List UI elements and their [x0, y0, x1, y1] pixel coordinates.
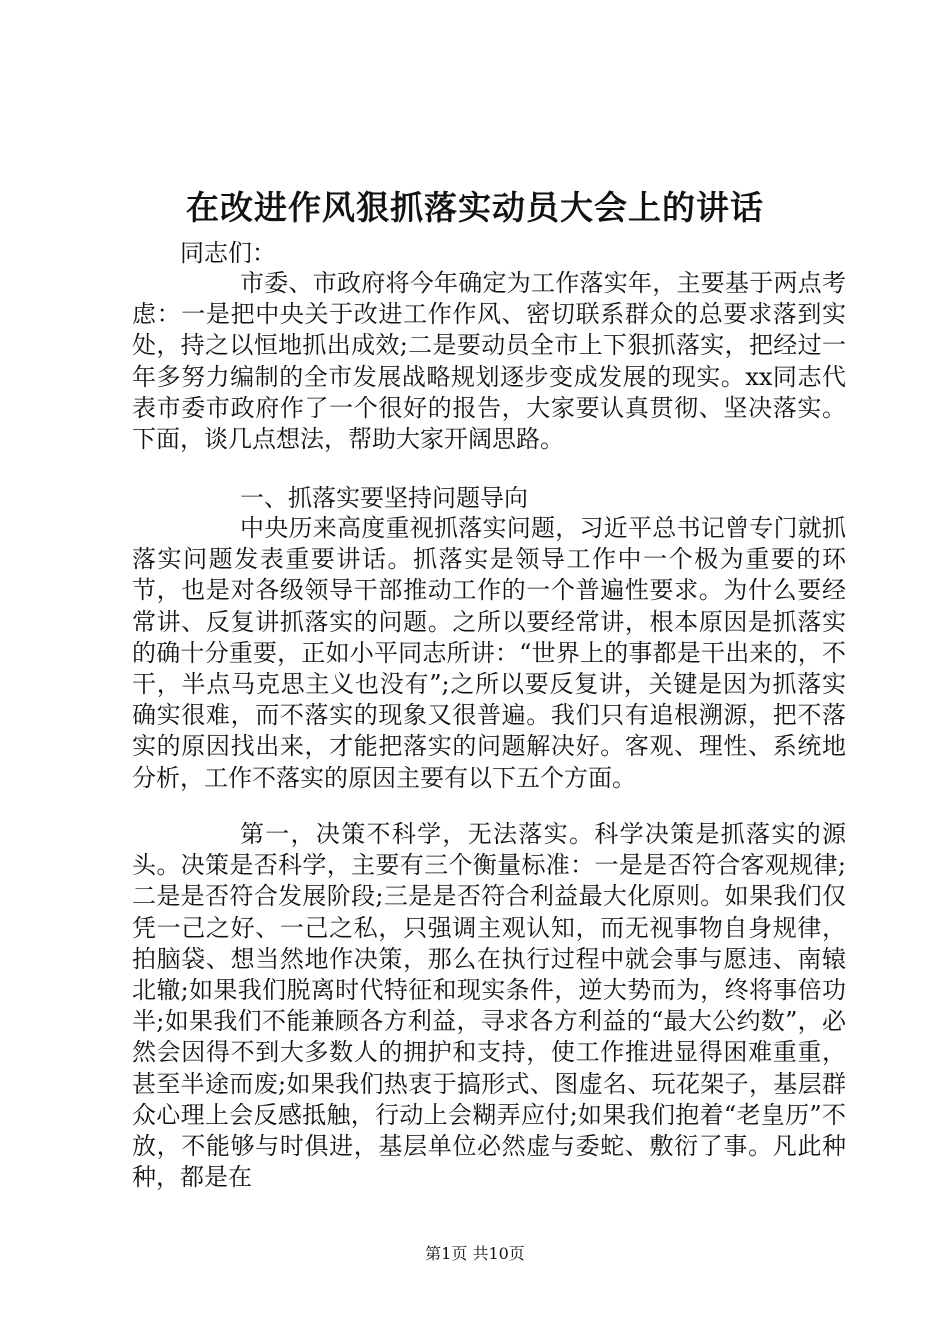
paragraph-problem-orientation: 中央历来高度重视抓落实问题，习近平总书记曾专门就抓落实问题发表重要讲话。抓落实是领导工作中一个极为重要的环节，也是对各级领导干部推动工作的一个普遍性要求。为什么要经常讲、反复讲抓落实的问题。之所以要经常讲，根本原因是抓落实的确十分重要，正如小平同志所讲：“世界上的事都是干出来的，不干，半点马克思主义也没有”;之所以要反复讲，关键是因为抓落实确实很难，而不落实的现象又很普遍。我们只有追根溯源，把不落实的原因找出来，才能把落实的问题解决好。客观、理性、系统地分析，工作不落实的原因主要有以下五个方面。 [132, 514, 846, 792]
paragraph-first-reason: 第一，决策不科学，无法落实。科学决策是抓落实的源头。决策是否科学，主要有三个衡量标准：一是是否符合客观规律;二是是否符合发展阶段;三是是否符合利益最大化原则。如果我们仅凭一己之好、一己之私，只强调主观认知，而无视事物自身规律，拍脑袋、想当然地作决策，那么在执行过程中就会事与愿违、南辕北辙;如果我们脱离时代特征和现实条件，逆大势而为，终将事倍功半;如果我们不能兼顾各方利益，寻求各方利益的“最大公约数”，必然会因得不到大多数人的拥护和支持，使工作推进显得困难重重，甚至半途而废;如果我们热衷于搞形式、图虚名、玩花架子，基层群众心理上会反感抵触，行动上会糊弄应付;如果我们抱着“老皇历”不放，不能够与时俱进，基层单位必然虚与委蛇、敷衍了事。凡此种种，都是在 [132, 820, 846, 1192]
paragraph-intro: 市委、市政府将今年确定为工作落实年，主要基于两点考虑：一是把中央关于改进工作作风、密切联系群众的总要求落到实处，持之以恒地抓出成效;二是要动员全市上下狠抓落实，把经过一年多努力编制的全市发展战略规划逐步变成发展的现实。xx同志代表市委市政府作了一个很好的报告，大家要认真贯彻、坚决落实。下面，谈几点想法，帮助大家开阔思路。 [132, 269, 846, 454]
page-footer: 第1页 共10页 [425, 1244, 525, 1263]
section-heading: 一、抓落实要坚持问题导向 [240, 484, 528, 512]
document-title: 在改进作风狠抓落实动员大会上的讲话 [186, 188, 764, 227]
salutation: 同志们： [180, 239, 276, 267]
